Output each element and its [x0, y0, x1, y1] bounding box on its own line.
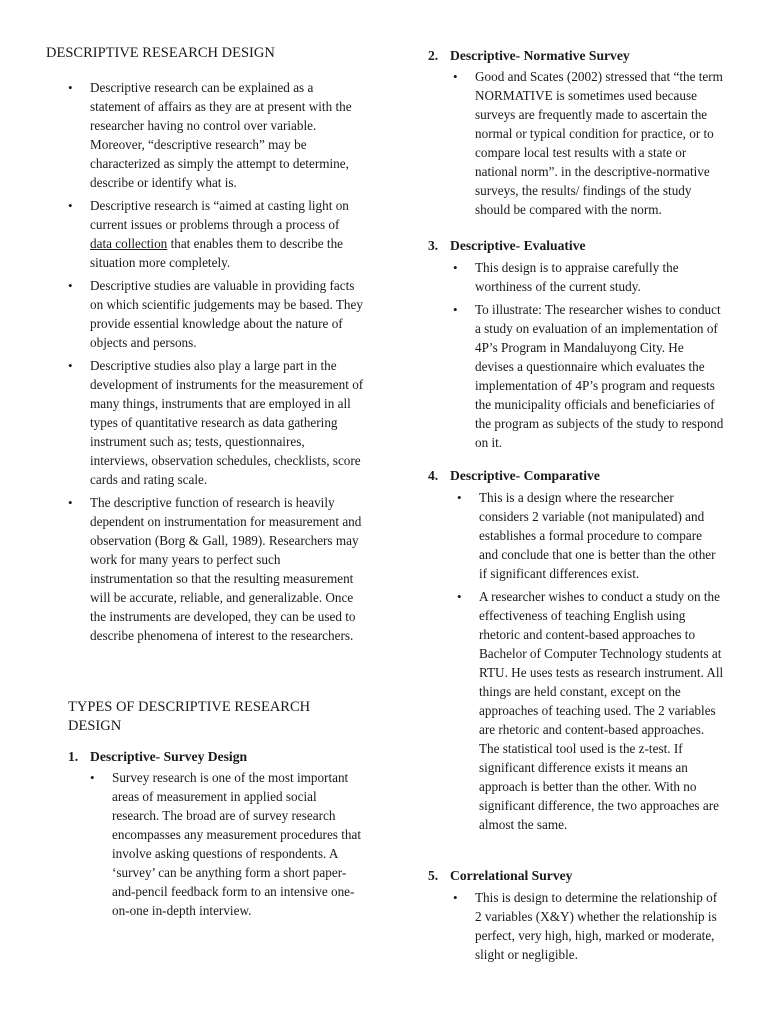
section-number: 3. [428, 238, 439, 253]
section-number: 2. [428, 48, 439, 63]
bullet-text: Descriptive studies are valuable in providing facts on which scientific judgements may be based. They provide essential knowledge about the nature of objects and persons. [90, 278, 363, 350]
bullet-text: This is a design where the researcher considers 2 variable (not manipulated) and establishes a formal procedure to compare and conclude that one is better than the other if significant differences exist. [479, 490, 716, 581]
list-item [453, 67, 724, 219]
section-title: Descriptive- Survey Design [90, 749, 248, 764]
bullet-icon: • [453, 890, 458, 905]
section-number: 4. [428, 468, 439, 483]
bullet-text-post: that enables them to describe the situation more completely. [90, 236, 344, 270]
list-item [453, 300, 724, 452]
bullet-text: Good and Scates (2002) stressed that “the term NORMATIVE is sometimes used because surveys are frequently made to ascertain the normal or typical condition for practice, or to compare local test results with a state or national norm”. in the descriptive-normative surveys, the results/ findings of the study should be compared with the norm. [475, 69, 723, 217]
list-item [457, 587, 724, 834]
page-title: DESCRIPTIVE RESEARCH DESIGN [46, 45, 275, 61]
list-item [90, 768, 364, 920]
data-collection-link[interactable]: data collection [90, 236, 168, 251]
evaluative-bullet-list [453, 258, 724, 456]
list-item [68, 493, 364, 645]
list-item [68, 356, 364, 489]
list-item [453, 258, 724, 296]
bullet-icon: • [453, 69, 458, 84]
bullet-icon: • [453, 260, 458, 275]
section-heading-comparative [428, 466, 600, 485]
bullet-icon: • [457, 490, 462, 505]
intro-bullet-list [68, 78, 364, 649]
section-title: Correlational Survey [450, 868, 573, 883]
bullet-icon: • [68, 278, 73, 293]
bullet-icon: • [68, 80, 73, 95]
bullet-text-pre: Descriptive research is “aimed at casting light on current issues or problems through a process of [90, 198, 349, 232]
section-number: 1. [68, 749, 79, 764]
bullet-icon: • [453, 302, 458, 317]
bullet-text: Descriptive studies also play a large part in the development of instruments for the measurement of many things, instruments that are employed in all types of quantitative research as data gathering instrument such as; tests, questionnaires, interviews, observation schedules, checklists, score cards and rating scale. [90, 358, 364, 487]
section-heading-survey [68, 747, 247, 766]
section-heading-correlational [428, 866, 572, 885]
section-title: Descriptive- Comparative [450, 468, 600, 483]
bullet-text: This design is to appraise carefully the worthiness of the current study. [475, 260, 679, 294]
list-item [68, 78, 364, 192]
comparative-bullet-list [457, 488, 724, 838]
types-heading: TYPES OF DESCRIPTIVE RESEARCH DESIGN [68, 699, 311, 734]
section-title: Descriptive- Evaluative [450, 238, 586, 253]
bullet-icon: • [457, 589, 462, 604]
bullet-icon: • [68, 495, 73, 510]
list-item [457, 488, 724, 583]
correlational-bullet-list [453, 888, 724, 968]
section-number: 5. [428, 868, 439, 883]
bullet-icon: • [68, 358, 73, 373]
normative-bullet-list [453, 67, 724, 223]
bullet-text: Descriptive research can be explained as a statement of affairs as they are at present with the researcher having no control over variable. Moreover, “descriptive research” may be characterized as simply the attempt to determine, describe or identify what is. [90, 80, 352, 190]
bullet-text: The descriptive function of research is heavily dependent on instrumentation for measurement and observation (Borg & Gall, 1989). Researchers may work for many years to perfect such instrumentation so that the resulting measurement will be accurate, reliable, and generalizable. Once the instruments are developed, they can be used to describe phenomena of interest to the researchers. [90, 495, 362, 643]
list-item [68, 276, 364, 352]
bullet-text: Survey research is one of the most important areas of measurement in applied social research. The broad are of survey research encompasses any measurement procedures that involve asking questions of respondents. A ‘survey’ can be anything form a short paper-and-pencil feedback form to an intensive one-on-one in-depth interview. [112, 770, 362, 918]
list-item [68, 196, 364, 272]
bullet-icon: • [90, 770, 95, 785]
bullet-text: A researcher wishes to conduct a study on the effectiveness of teaching English using rhetoric and content-based approaches to Bachelor of Computer Technology students at RTU. He uses tests as research instrument. All things are held constant, except on the approaches of teaching used. The 2 variables are rhetoric and content-based approaches. The statistical tool used is the z-test. If significant difference exists it means an approach is better than the other. With no significant difference, the two approaches are almost the same. [479, 589, 724, 832]
bullet-text: To illustrate: The researcher wishes to conduct a study on evaluation of an implementation of 4P’s Program in Mandaluyong City. He devises a questionnaire which evaluates the implementation of 4P’s program and requests the municipality officials and beneficiaries of the program as subjects of the study to respond on it. [475, 302, 724, 450]
survey-bullet-list [90, 768, 364, 924]
section-title: Descriptive- Normative Survey [450, 48, 630, 63]
list-item [453, 888, 724, 964]
bullet-icon: • [68, 198, 73, 213]
section-heading-evaluative [428, 236, 586, 255]
section-heading-normative [428, 46, 630, 65]
bullet-text: This is design to determine the relationship of 2 variables (X&Y) whether the relationship is perfect, very high, high, marked or moderate, slight or negligible. [475, 890, 718, 962]
